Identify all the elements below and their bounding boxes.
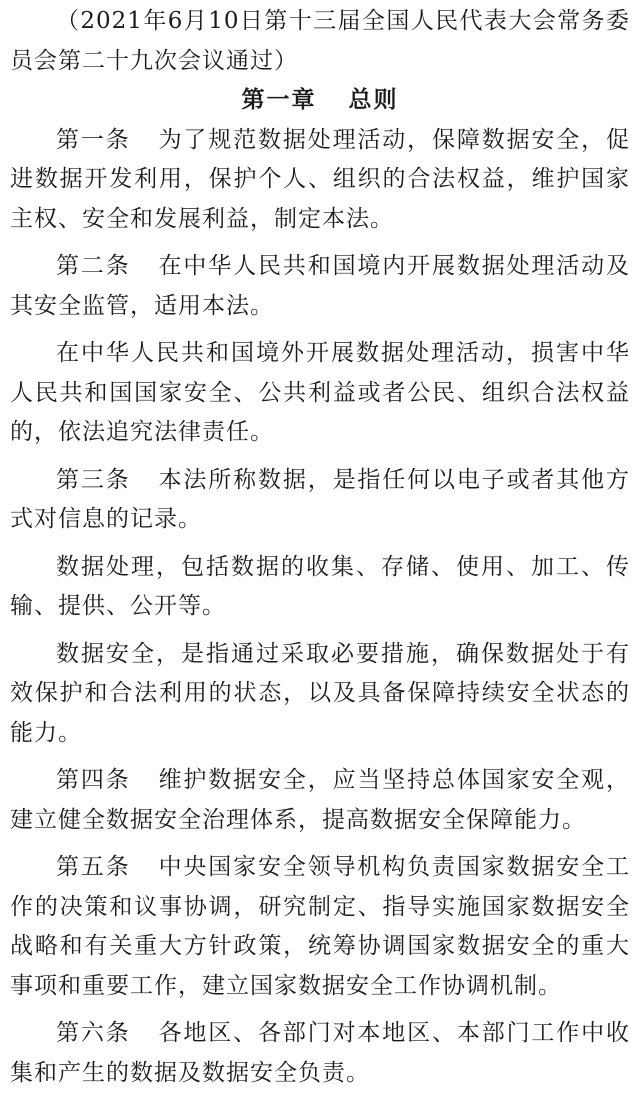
article-2-paragraph-2 (10, 334, 630, 461)
paragraph-text: 各地区、各部门对本地区、本部门工作中收集和产生的数据及数据安全负责。 (10, 1020, 631, 1086)
article-label: 第四条 (56, 767, 131, 793)
paragraph-text: 在中华人民共和国境内开展数据处理活动及其安全监管，适用本法。 (10, 253, 631, 319)
article-4-paragraph (10, 761, 630, 848)
article-3-paragraph-3 (10, 635, 630, 762)
article-3-paragraph-2 (10, 548, 630, 635)
paragraph-text: 维护数据安全，应当坚持总体国家安全观，建立健全数据安全治理体系，提高数据安全保障能力。 (10, 767, 631, 833)
article-1-paragraph (10, 121, 630, 248)
chapter-number: 第一章 (241, 87, 317, 113)
article-label: 第六条 (56, 1020, 131, 1046)
article-label: 第一条 (56, 126, 131, 153)
article-5-paragraph (10, 848, 630, 1014)
paragraph-text: 为了规范数据处理活动，保障数据安全，促进数据开发利用，保护个人、组织的合法权益，维护国家主权、安全和发展利益，制定本法。 (10, 126, 631, 232)
article-3-paragraph (10, 461, 630, 548)
article-label: 第二条 (56, 253, 131, 279)
paragraph-text: 中央国家安全领导机构负责国家数据安全工作的决策和议事协调，研究制定、指导实施国家数据安全战略和有关重大方针政策，统筹协调国家数据安全的重大事项和重要工作，建立国家数据安全工作协调机制。 (10, 854, 631, 999)
chapter-title: 总则 (348, 87, 399, 113)
article-label: 第三条 (56, 466, 131, 493)
article-label: 第五条 (56, 854, 131, 880)
article-6-paragraph (10, 1014, 630, 1101)
article-2-paragraph (10, 247, 630, 334)
paragraph-text: 本法所称数据，是指任何以电子或者其他方式对信息的记录。 (10, 466, 631, 532)
chapter-heading (10, 81, 630, 121)
paragraph-text: 数据安全，是指通过采取必要措施，确保数据处于有效保护和合法利用的状态，以及具备保障持续安全状态的能力。 (10, 640, 630, 746)
paragraph-text: 在中华人民共和国境外开展数据处理活动，损害中华人民共和国国家安全、公共利益或者公民、组织合法权益的，依法追究法律责任。 (10, 340, 630, 445)
adoption-note: （2021年6月10日第十三届全国人民代表大会常务委员会第二十九次会议通过） (10, 8, 630, 74)
paragraph-text: 数据处理，包括数据的收集、存储、使用、加工、传输、提供、公开等。 (10, 553, 630, 619)
